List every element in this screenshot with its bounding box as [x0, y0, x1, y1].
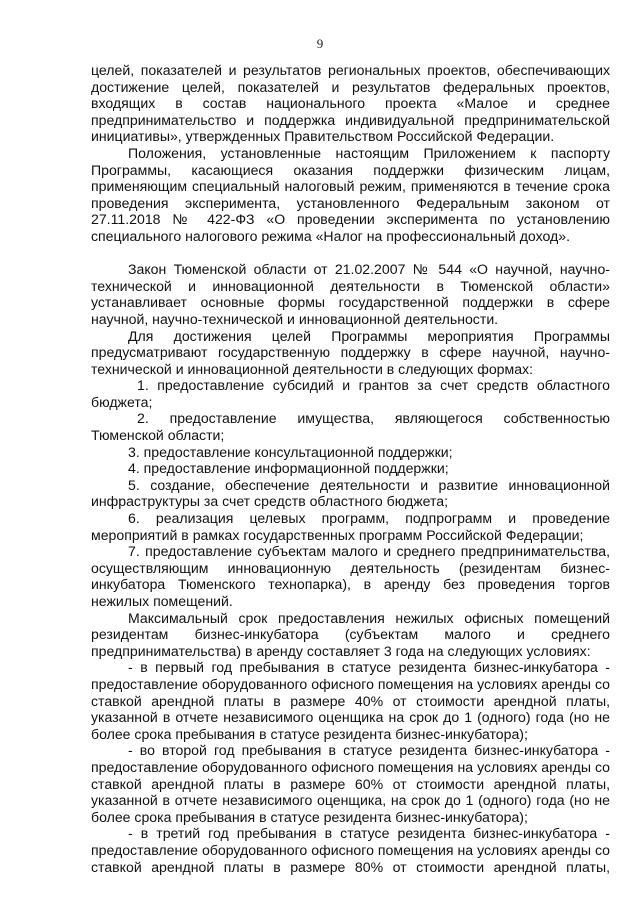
- paragraph: Положения, установленные настоящим Приложением к паспорту Программы, касающиеся оказания поддержки физическим лицам, применяющим специальный налоговый режим, применяются в течение срока проведения эксперимента, установленного Федеральным законом от 27.11.2018 № 422-ФЗ «О проведении эксперимента по установлению специального налогового режима «Налог на профессиональный доход».: [91, 144, 610, 244]
- list-item: 5. создание, обеспечение деятельности и развитие инновационной инфраструктуры за счет средств областного бюджета;: [91, 476, 610, 510]
- list-item: 1. предоставление субсидий и грантов за счет средств областного бюджета;: [91, 377, 610, 410]
- paragraph: Максимальный срок предоставления нежилых офисных помещений резидентам бизнес-инкубатора (субъектам малого и среднего предпринимательства) в аренду составляет 3 года на следующих условиях:: [91, 609, 610, 659]
- list-item: 6. реализация целевых программ, подпрограмм и проведение мероприятий в рамках государственных программ Российской Федерации;: [91, 510, 610, 543]
- list-item: - во второй год пребывания в статусе резидента бизнес-инкубатора - предоставление оборудованного офисного помещения на условиях аренды со ставкой арендной платы в размере 60% от стоимости арендной платы, указанной в отчете независимого оценщика, на срок до 1 (одного) года (но не более срока пребывания в статусе резидента бизнес-инкубатора);: [91, 742, 610, 825]
- list-item: - в первый год пребывания в статусе резидента бизнес-инкубатора - предоставление оборудованного офисного помещения на условиях аренды со ставкой арендной платы в размере 40% от стоимости арендной платы, указанной в отчете независимого оценщика на срок до 1 (одного) года (но не более срока пребывания в статусе резидента бизнес-инкубатора);: [91, 659, 610, 742]
- list-item: 3. предоставление консультационной поддержки;: [128, 443, 453, 460]
- list-item: 7. предоставление субъектам малого и среднего предпринимательства, осуществляющим инновационную деятельность (резидентам бизнес-инкубатора Тюменского технопарка), в аренду без проведения торгов нежилых помещений.: [91, 543, 610, 609]
- list-item: 2. предоставление имущества, являющегося собственностью Тюменской области;: [91, 410, 610, 444]
- body-text: [91, 62, 610, 875]
- paragraph: Закон Тюменской области от 21.02.2007 № 544 «О научной, научно-технической и инновационной деятельности в Тюменской области» устанавливает основные формы государственной поддержки в сфере научной, научно-технической и инновационной деятельности.: [91, 261, 610, 327]
- list-item: 4. предоставление информационной поддержки;: [128, 460, 449, 477]
- paragraph: целей, показателей и результатов региональных проектов, обеспечивающих достижение целей, показателей и результатов федеральных проектов, входящих в состав национального проекта «Малое и среднее предпринимательство и поддержка индивидуальной предпринимательской инициативы», утвержденных Правительством Российской Федерации.: [91, 62, 610, 145]
- paragraph-gap: [91, 245, 610, 262]
- list-item: - в третий год пребывания в статусе резидента бизнес-инкубатора - предоставление оборудованного офисного помещения на условиях аренды со ставкой арендной платы в размере 80% от стоимости арендной платы,: [91, 825, 610, 875]
- paragraph: Для достижения целей Программы мероприятия Программы предусматривают государственную поддержку в сфере научной, научно-технической и инновационной деятельности в следующих формах:: [91, 327, 610, 377]
- page-number: 9: [316, 36, 324, 51]
